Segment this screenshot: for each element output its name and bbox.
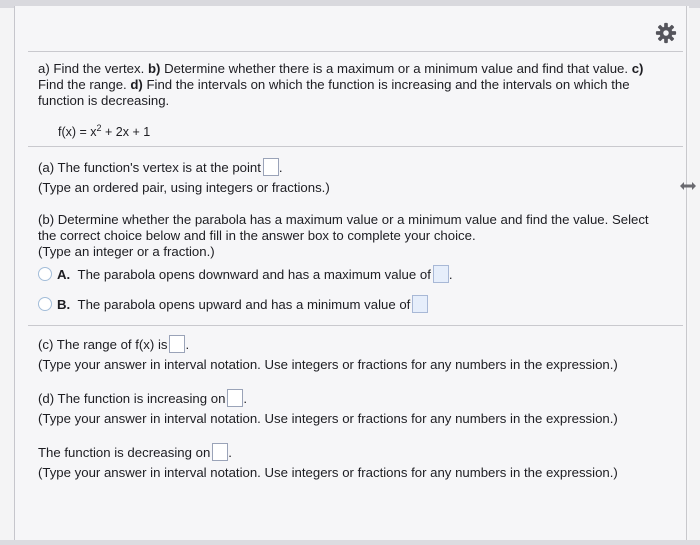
problem-line-2: Find the range. d) Find the intervals on which the function is increasing and the intervals on which the <box>38 77 630 92</box>
problem-line-3: function is decreasing. <box>38 93 170 108</box>
header-separator <box>28 51 683 52</box>
choice-b-radio[interactable] <box>38 297 52 311</box>
choice-b[interactable]: B. The parabola opens upward and has a minimum value of <box>57 295 428 313</box>
part-b-prompt-line-1: (b) Determine whether the parabola has a maximum value or a minimum value and find the value. Select <box>38 212 649 227</box>
range-answer-box[interactable] <box>169 335 185 353</box>
part-c-prompt: (c) The range of f(x) is . <box>38 337 190 352</box>
part-d-decreasing-prompt: The function is decreasing on . <box>38 445 232 460</box>
part-c-hint: (Type your answer in interval notation. Use integers or fractions for any numbers in the expression.) <box>38 357 618 372</box>
part-d-decreasing-hint: (Type your answer in interval notation. Use integers or fractions for any numbers in the expression.) <box>38 465 618 480</box>
increasing-answer-box[interactable] <box>227 389 243 407</box>
function-expression: $f(x) = x^2 + 2x + 1$ <box>58 123 151 140</box>
part-d-increasing-hint: (Type your answer in interval notation. Use integers or fractions for any numbers in the expression.) <box>38 411 618 426</box>
choice-a-radio[interactable] <box>38 267 52 281</box>
min-value-answer-box[interactable] <box>412 295 428 313</box>
max-value-answer-box[interactable] <box>433 265 449 283</box>
panel-divider <box>686 6 687 540</box>
part-d-increasing-prompt: (d) The function is increasing on . <box>38 391 248 406</box>
part-b-hint: (Type an integer or a fraction.) <box>38 244 215 259</box>
part-a-hint: (Type an ordered pair, using integers or fractions.) <box>38 180 330 195</box>
decreasing-answer-box[interactable] <box>212 443 228 461</box>
gear-icon[interactable] <box>655 22 677 44</box>
part-a-prompt: (a) The function's vertex is at the point . <box>38 160 283 175</box>
bottom-edge <box>0 540 700 545</box>
problem-line-1: a) Find the vertex. b) Determine whether there is a maximum or a minimum value and find that value. c) <box>38 61 644 76</box>
part-b-prompt-line-2: the correct choice below and fill in the answer box to complete your choice. <box>38 228 476 243</box>
choice-a[interactable]: A. The parabola opens downward and has a maximum value of . <box>57 267 453 282</box>
vertex-answer-box[interactable] <box>263 158 279 176</box>
problem-separator <box>28 146 683 147</box>
part-b-separator <box>28 325 683 326</box>
double-arrow-icon[interactable] <box>679 180 697 192</box>
